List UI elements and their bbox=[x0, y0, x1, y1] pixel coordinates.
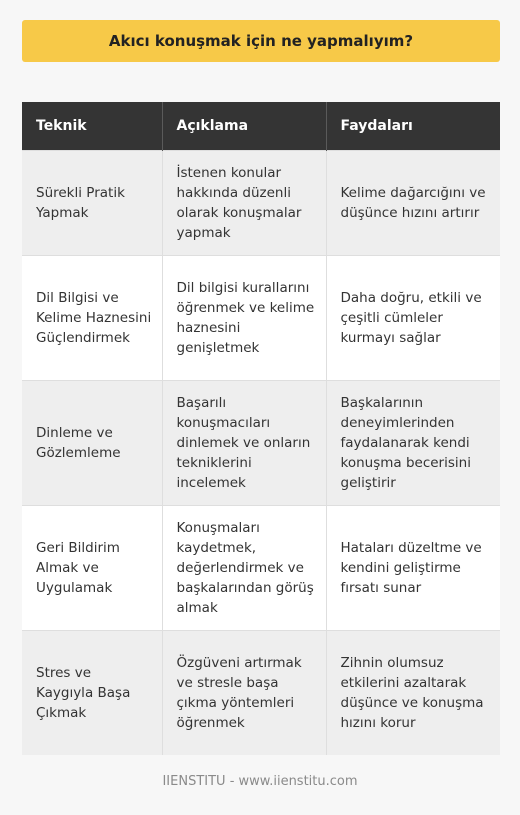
table-row bbox=[22, 381, 500, 506]
title-banner bbox=[22, 20, 500, 62]
cell-benefits: Daha doğru, etkili ve çeşitli cümleler kurmayı sağlar bbox=[326, 256, 500, 381]
techniques-table bbox=[22, 102, 500, 755]
cell-description: Konuşmaları kaydetmek, değerlendirmek ve başkalarından görüş almak bbox=[162, 506, 326, 631]
cell-description: Özgüveni artırmak ve stresle başa çıkma yöntemleri öğrenmek bbox=[162, 631, 326, 756]
page-title: Akıcı konuşmak için ne yapmalıyım? bbox=[108, 32, 414, 50]
cell-technique: Dinleme ve Gözlemleme bbox=[22, 381, 162, 506]
table-row bbox=[22, 631, 500, 756]
cell-benefits: Başkalarının deneyimlerinden faydalanarak kendi konuşma becerisini geliştirir bbox=[326, 381, 500, 506]
table-header-row bbox=[22, 102, 500, 151]
footer-credit: IIENSTITU - www.iienstitu.com bbox=[162, 774, 358, 789]
cell-technique: Sürekli Pratik Yapmak bbox=[22, 151, 162, 256]
cell-description: Başarılı konuşmacıları dinlemek ve onların tekniklerini incelemek bbox=[162, 381, 326, 506]
table-row bbox=[22, 506, 500, 631]
cell-benefits: Hataları düzeltme ve kendini geliştirme fırsatı sunar bbox=[326, 506, 500, 631]
header-description: Açıklama bbox=[162, 102, 326, 151]
cell-technique: Stres ve Kaygıyla Başa Çıkmak bbox=[22, 631, 162, 756]
cell-benefits: Zihnin olumsuz etkilerini azaltarak düşünce ve konuşma hızını korur bbox=[326, 631, 500, 756]
header-technique: Teknik bbox=[22, 102, 162, 151]
cell-technique: Geri Bildirim Almak ve Uygulamak bbox=[22, 506, 162, 631]
cell-description: İstenen konular hakkında düzenli olarak konuşmalar yapmak bbox=[162, 151, 326, 256]
header-benefits: Faydaları bbox=[326, 102, 500, 151]
table-row bbox=[22, 151, 500, 256]
cell-technique: Dil Bilgisi ve Kelime Haznesini Güçlendirmek bbox=[22, 256, 162, 381]
table-row bbox=[22, 256, 500, 381]
cell-description: Dil bilgisi kurallarını öğrenmek ve kelime haznesini genişletmek bbox=[162, 256, 326, 381]
cell-benefits: Kelime dağarcığını ve düşünce hızını artırır bbox=[326, 151, 500, 256]
